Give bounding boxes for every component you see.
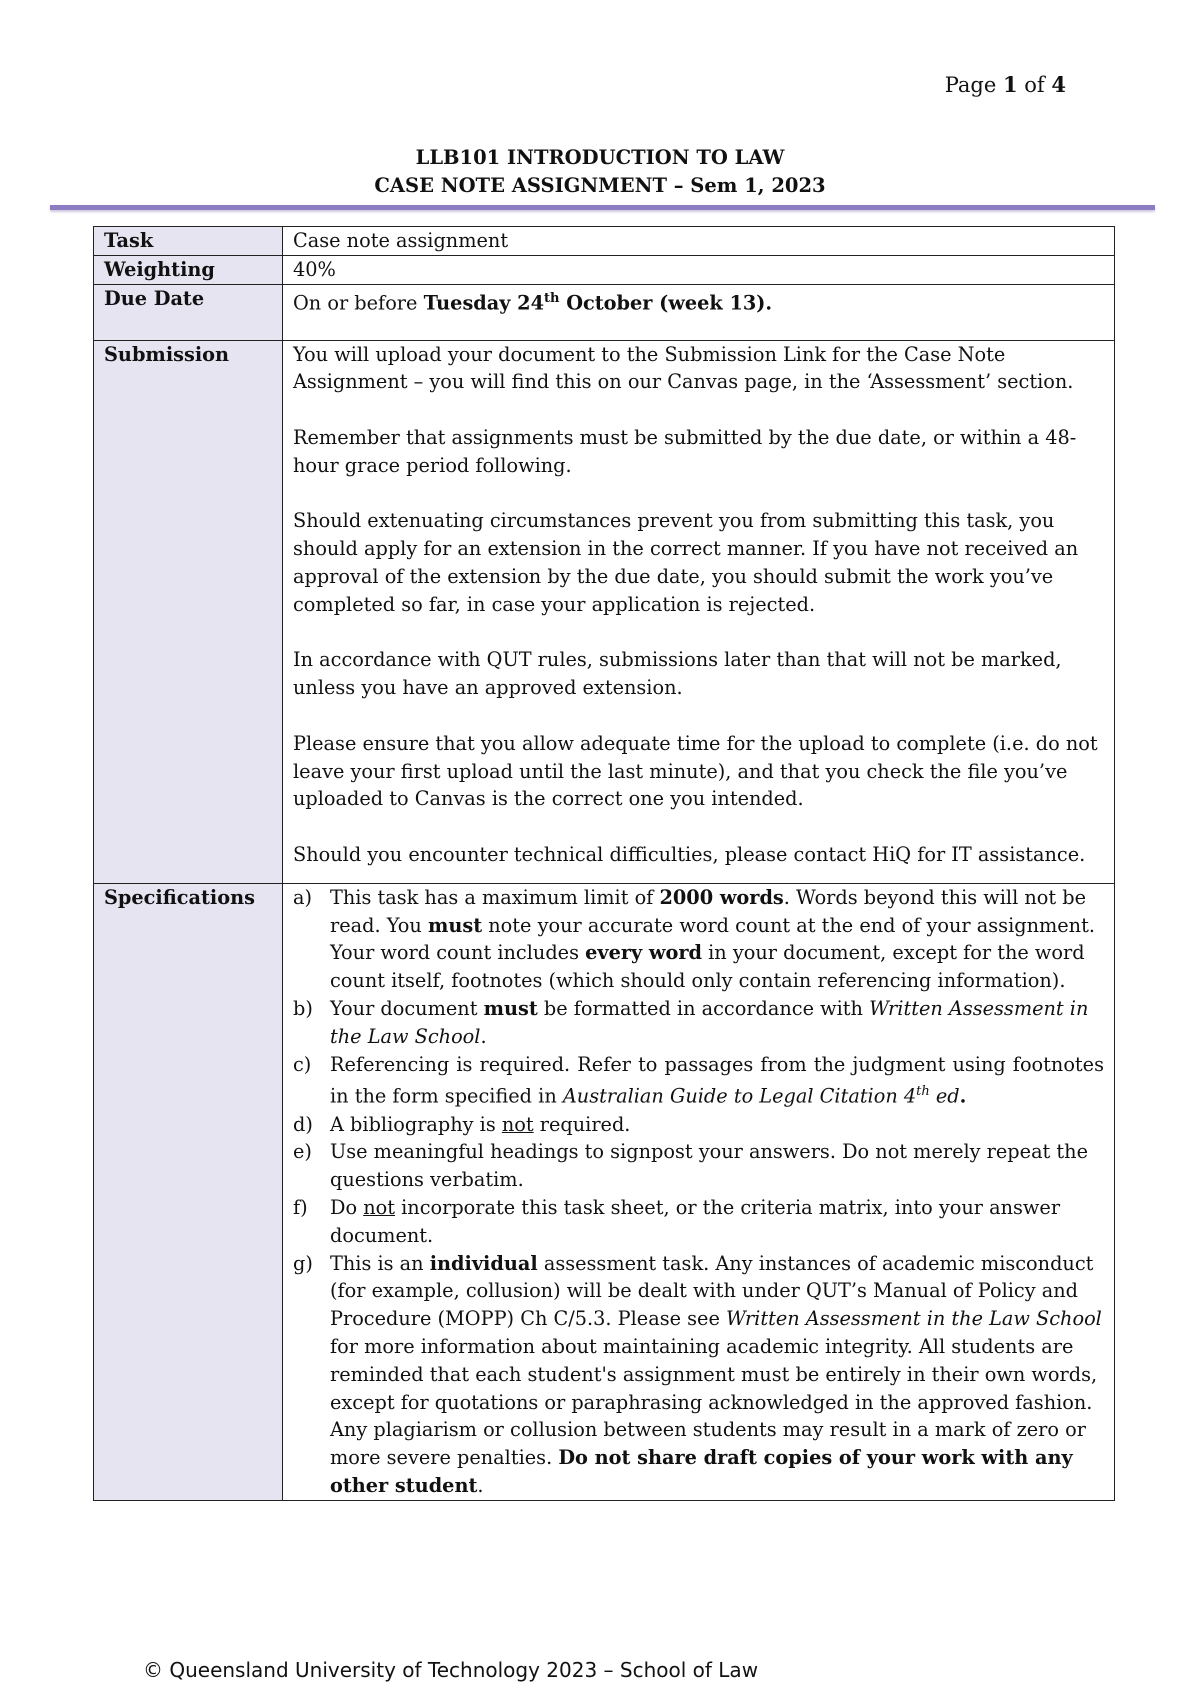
spec-bold: Do not share draft copies of your work with any other student <box>330 1446 1073 1497</box>
due-date-month: October (week 13). <box>559 291 773 315</box>
spec-italic: Written Assessment in the Law School <box>330 996 1089 1048</box>
spec-text: assessment task. Any instances of academic misconduct (for example, collusion) will be dealt with under QUT’s Manual of Policy and Procedure (MOPP) Ch C/5.3. Please see <box>330 1251 1094 1331</box>
spec-italic: Australian Guide to Legal Citation 4 <box>562 1084 917 1108</box>
spec-text: Use meaningful headings to signpost your answers. Do not merely repeat the questions verbatim. <box>330 1140 1089 1192</box>
spec-text: . <box>959 1084 967 1108</box>
spec-text: A bibliography is <box>330 1112 502 1136</box>
spec-bold: must <box>427 913 483 937</box>
spec-text: in your document, except for the word count itself, footnotes (which should only contain referencing information). <box>330 941 1085 993</box>
spec-text: Referencing is required. Refer to passages from the judgment using footnotes in the form specified in <box>330 1052 1104 1108</box>
list-item <box>293 1250 1104 1500</box>
due-date-day: Tuesday 24 <box>423 291 545 315</box>
submission-paragraph: Should extenuating circumstances prevent you from submitting this task, you should apply for an extension in the correct manner. If you have not received an approval of the extension by the due date, you should submit the work you’ve completed so far, in case your application is rejected. <box>293 509 1079 616</box>
task-label: Task <box>94 227 283 256</box>
spec-bold: every word <box>585 941 703 965</box>
list-item <box>293 1051 1104 1111</box>
list-item <box>293 1111 1104 1139</box>
list-marker: b) <box>293 996 313 1020</box>
page-number-current: 1 <box>1002 72 1018 97</box>
copyright-footer: © Queensland University of Technology 2023 – School of Law <box>143 1658 759 1682</box>
list-marker: a) <box>293 885 313 909</box>
heading-line-1: LLB101 INTRODUCTION TO LAW <box>415 146 785 169</box>
submission-paragraph: You will upload your document to the Submission Link for the Case Note Assignment – you will find this on our Canvas page, in the ‘Assessment’ section. <box>293 342 1074 394</box>
spec-text: be formatted in accordance with <box>537 996 870 1020</box>
submission-paragraph: Should you encounter technical difficulties, please contact HiQ for IT assistance. <box>293 842 1086 866</box>
spec-text: Your document <box>330 996 484 1020</box>
task-value: Case note assignment <box>283 227 1115 256</box>
spec-text: incorporate this task sheet, or the criteria matrix, into your answer document. <box>330 1195 1061 1247</box>
spec-bold: individual <box>429 1251 538 1275</box>
spec-italic: Written Assessment in the Law School <box>726 1307 1102 1331</box>
spec-text: . <box>477 1473 484 1497</box>
list-item <box>293 1138 1104 1194</box>
weighting-label: Weighting <box>94 255 283 284</box>
specifications-row <box>94 883 1115 1500</box>
document-heading <box>0 144 1200 200</box>
due-date-value <box>283 284 1115 340</box>
spec-text: . <box>480 1024 487 1048</box>
submission-value <box>283 340 1115 883</box>
list-item <box>293 1194 1104 1250</box>
submission-row <box>94 340 1115 883</box>
list-item <box>293 995 1104 1051</box>
due-date-ordinal: th <box>544 290 560 306</box>
spec-bold: must <box>483 996 538 1020</box>
due-date-label: Due Date <box>94 284 283 340</box>
page-number-total: 4 <box>1051 72 1066 97</box>
assignment-details-table <box>93 226 1115 1501</box>
spec-underline: not <box>363 1195 395 1219</box>
task-row <box>94 227 1115 256</box>
spec-text: Do <box>330 1195 364 1219</box>
spec-text: This task has a maximum limit of <box>330 885 660 909</box>
spec-underline: not <box>501 1112 534 1136</box>
list-marker: d) <box>293 1112 313 1136</box>
list-marker: c) <box>293 1052 312 1076</box>
heading-divider <box>50 205 1155 210</box>
heading-line-2: CASE NOTE ASSIGNMENT – Sem 1, 2023 <box>374 174 826 197</box>
spec-superscript: th <box>916 1084 930 1100</box>
specifications-label: Specifications <box>94 883 283 1500</box>
spec-bold: 2000 words <box>659 885 784 909</box>
spec-text: . Words beyond this will not be read. You <box>330 885 1087 937</box>
due-date-prefix: On or before <box>293 291 424 315</box>
spec-text: note your accurate word count at the end of your assignment. Your word count includes <box>330 913 1095 965</box>
page-number-prefix: Page <box>944 73 997 97</box>
list-marker: f) <box>293 1195 308 1219</box>
submission-label: Submission <box>94 340 283 883</box>
list-marker: e) <box>293 1140 312 1164</box>
list-item <box>293 884 1104 995</box>
weighting-value: 40% <box>283 255 1115 284</box>
page-number <box>945 72 1066 97</box>
spec-text: This is an <box>330 1251 430 1275</box>
specifications-value <box>283 883 1115 1500</box>
due-date-row <box>94 284 1115 340</box>
specifications-list <box>293 884 1104 1500</box>
submission-paragraph: Remember that assignments must be submitted by the due date, or within a 48-hour grace period following. <box>293 425 1077 477</box>
submission-paragraph: Please ensure that you allow adequate time for the upload to complete (i.e. do not leave your first upload until the last minute), and that you check the file you’ve uploaded to Canvas is the correct one you intended. <box>293 731 1098 811</box>
submission-paragraph: In accordance with QUT rules, submissions later than that will not be marked, unless you have an approved extension. <box>293 648 1062 700</box>
page-number-of: of <box>1024 73 1045 97</box>
spec-italic: ed <box>929 1084 960 1108</box>
spec-text: required. <box>533 1112 631 1136</box>
list-marker: g) <box>293 1251 313 1275</box>
weighting-row <box>94 255 1115 284</box>
spec-text: for more information about maintaining academic integrity. All students are reminded that each student's assignment must be entirely in their own words, except for quotations or paraphrasing acknowledged in the approved fashion. Any plagiarism or collusion between students may result in a mark of zero or more severe penalties. <box>330 1334 1098 1470</box>
